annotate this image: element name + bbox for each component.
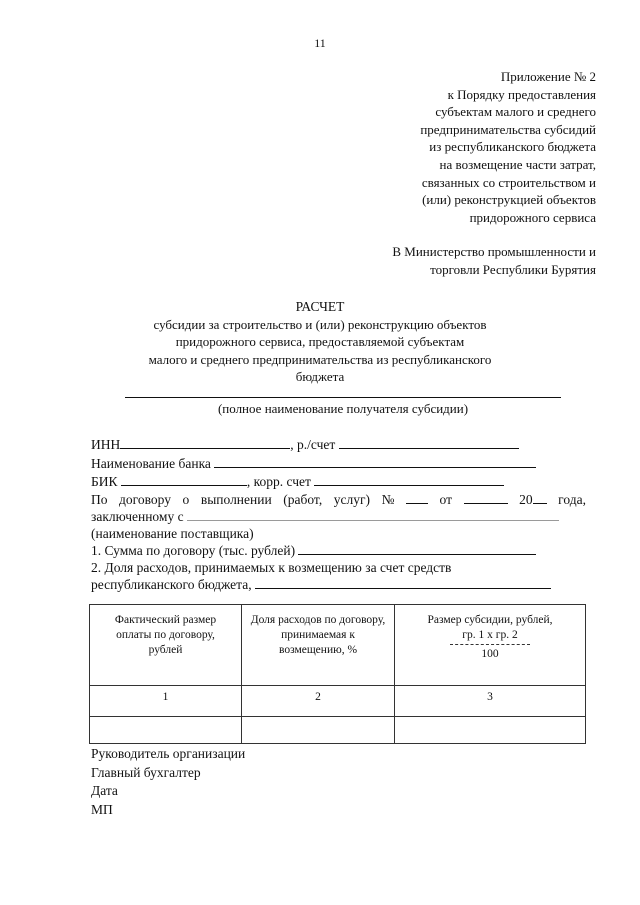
table-cell-input[interactable] [395, 717, 586, 744]
header-subsidy-amount: Размер субсидии, рублей, гр. 1 х гр. 2 [427, 614, 553, 641]
contract-date-field[interactable] [464, 491, 508, 504]
column-number-cell: 3 [395, 686, 586, 717]
item1-row [91, 542, 586, 560]
item2-row [91, 576, 586, 594]
bank-field[interactable] [214, 455, 536, 468]
bik-field[interactable] [121, 473, 247, 486]
item1-label: 1. Сумма по договору (тыс. рублей) [91, 543, 296, 558]
contract-word: № [381, 492, 395, 507]
header-expense-share: Доля расходов по договору, принимаемая к возмещению, % [250, 614, 386, 656]
corr-label: , корр. счет [246, 474, 311, 489]
column-number-cell: 1 [90, 686, 242, 717]
inn-field[interactable] [120, 436, 290, 449]
contract-word: выполнении [200, 492, 272, 507]
recipient-name-field[interactable] [125, 397, 561, 398]
inn-row [91, 436, 586, 454]
contract-year-field[interactable] [533, 491, 547, 504]
appendix-line: связанных со строительством и [421, 174, 596, 190]
contract-word: о [182, 492, 190, 507]
addressee-line: В Министерство промышленности и [392, 244, 596, 259]
contract-word: По [91, 492, 108, 507]
contract-word: 20 [519, 492, 533, 507]
table-header-cell [242, 605, 395, 686]
contract-word: договору [119, 492, 171, 507]
appendix-line: из республиканского бюджета [429, 139, 596, 155]
column-number-cell: 2 [242, 686, 395, 717]
account-field[interactable] [339, 436, 519, 449]
contract-word: (работ, [283, 492, 323, 507]
bank-label: Наименование банка [91, 456, 211, 471]
supplier-field[interactable] [187, 508, 559, 521]
title-line: малого и среднего предпринимательства из республиканского [148, 351, 492, 367]
table-row [90, 717, 586, 744]
contract-sum-field[interactable] [298, 542, 536, 555]
signature-line: Руководитель организации [91, 746, 246, 761]
formula-denominator: 100 [481, 648, 499, 660]
calculation-table [89, 604, 586, 744]
table-header-cell [395, 605, 586, 686]
table-cell-input[interactable] [242, 717, 395, 744]
supplier-caption: (наименование поставщика) [91, 526, 254, 541]
fraction-line [450, 644, 530, 645]
signature-block [91, 745, 245, 819]
table-cell-input[interactable] [90, 717, 242, 744]
document-title [110, 298, 530, 386]
signature-line: Дата [91, 783, 118, 798]
bank-row [91, 455, 586, 473]
signature-line: МП [91, 801, 113, 817]
title-line: субсидии за строительство и (или) реконструкцию объектов [153, 316, 487, 332]
item2-label: республиканского бюджета, [91, 577, 252, 592]
contract-number-field[interactable] [406, 491, 428, 504]
appendix-line: субъектам малого и среднего [435, 104, 596, 120]
contract-word: года, [558, 492, 586, 507]
recipient-caption: (полное наименование получателя субсидии) [217, 401, 469, 416]
expense-share-field[interactable] [255, 576, 551, 589]
title-heading: РАСЧЕТ [295, 299, 345, 314]
contract-word: от [439, 492, 453, 507]
inn-label: ИНН [91, 437, 121, 452]
appendix-line: (или) реконструкцией объектов [422, 192, 596, 208]
appendix-line: к Порядку предоставления [447, 86, 596, 102]
appendix-line: на возмещение части затрат, [439, 156, 596, 172]
table-row [90, 686, 586, 717]
item2-line1: 2. Доля расходов, принимаемых к возмещению за счет средств [91, 560, 452, 575]
contract-row [91, 491, 586, 509]
title-line: придорожного сервиса, предоставляемой субъектам [175, 334, 465, 350]
bik-row [91, 473, 586, 491]
title-line: бюджета [295, 369, 345, 385]
appendix-header [336, 68, 596, 226]
corr-account-field[interactable] [314, 473, 504, 486]
account-label: , р./счет [290, 437, 336, 452]
appendix-line: придорожного сервиса [469, 209, 596, 225]
contract-word: услуг) [333, 492, 371, 507]
addressee-line: торговли Республики Бурятия [430, 261, 596, 277]
table-header-row [90, 605, 586, 686]
table-header-cell [90, 605, 242, 686]
concluded-label: заключенному с [91, 509, 184, 524]
appendix-line: Приложение № 2 [500, 69, 596, 84]
addressee [316, 243, 596, 278]
header-actual-payment: Фактический размер оплаты по договору, рублей [114, 614, 217, 656]
concluded-row [91, 508, 586, 526]
appendix-line: предпринимательства субсидий [420, 121, 596, 137]
page-number: 11 [314, 36, 326, 50]
signature-line: Главный бухгалтер [91, 764, 201, 780]
bik-label: БИК [91, 474, 118, 489]
